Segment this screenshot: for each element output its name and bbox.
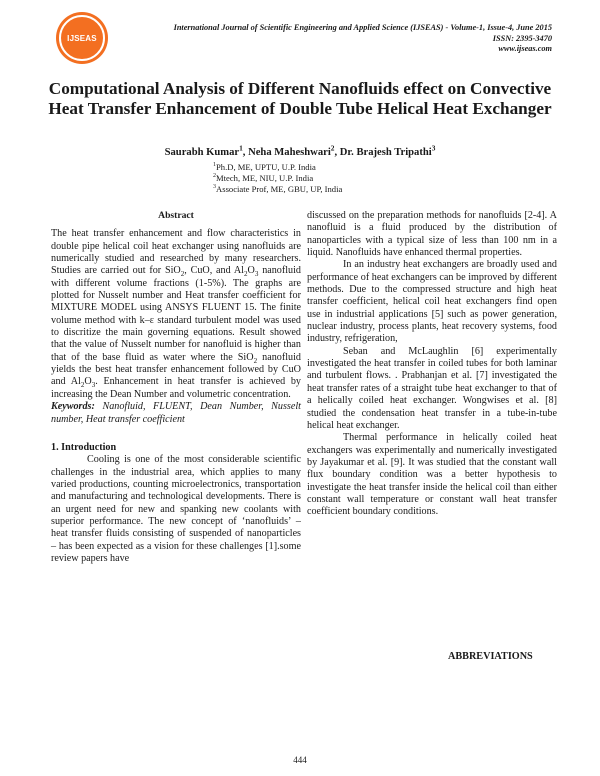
right-column (307, 210, 557, 519)
body-paragraph: discussed on the preparation methods for nanofluids [2-4]. A nanofluid is a fluid produced by the distribution of nanoparticles with a typical size of less than 100 nm in a liquid. Nanofluids have enhanced thermal properties. (307, 210, 557, 259)
body-paragraph: In an industry heat exchangers are broadly used and performance of heat exchangers can be improved by different methods. Due to the compressed structure and high heat transfer coefficient, helical coil heat exchangers find open use in industrial applications [5] such as power generation, nuclear industry, process plants, heat recovery systems, food industry, refrigeration, (307, 259, 557, 345)
author-list (0, 143, 600, 158)
journal-issn: ISSN: 2395-3470 (492, 33, 552, 43)
affiliation-sup: 2 (213, 173, 217, 180)
affiliation-text: Mtech, ME, NIU, U.P. India (216, 173, 314, 183)
body-paragraph: Thermal performance in helically coiled heat exchangers was experimentally and numerically investigated by Jayakumar et al. [9]. It was studied that the constant wall flux boundary condition was a better hypothesis to investigate the heat transfer inside the helical coil than either constant wall temperature or constant wall heat transfer coefficient boundary conditions. (307, 432, 557, 518)
affiliation-sup: 3 (213, 184, 217, 191)
introduction-paragraph: Cooling is one of the most considerable scientific challenges in the industrial area, which applies to many varied productions, counting microelectronics, transportation and manufacturing and technological developments. There is an urgent need for new and spanking new coolants with superior performance. The new concept of ‘nanofluids’ – heat transfer fluids consisting of suspended of nanoparticles – has been expected as a vision for these challenges [1].some review papers have (51, 454, 301, 564)
author-sep: , (334, 147, 340, 158)
journal-website: www.ijseas.com (498, 44, 552, 53)
affiliation-sup: 1 (213, 162, 217, 169)
author-sup: 3 (431, 143, 436, 153)
author-name: Neha Maheshwari (248, 147, 331, 158)
keywords-label: Keywords: (51, 401, 95, 413)
paper-title: Computational Analysis of Different Nanofluids effect on Convective Heat Transfer Enhancement of Double Tube Helical Heat Exchanger (48, 79, 552, 118)
author-name: Saurabh Kumar (164, 147, 240, 158)
body-paragraph: Seban and McLaughlin [6] experimentally investigated the heat transfer in coiled tubes for both laminar and turbulent flows. . Prabhanjan et al. [7] investigated the heat transfer rates of a straight tube heat exchanger to that of a helically coiled heat exchanger. Wongwises et al. [8] studied the condensation heat transfer in a tube-in-tube helical heat exchanger. (307, 345, 557, 431)
author-sup: 2 (330, 143, 335, 153)
author-sep: , (242, 147, 249, 158)
keywords-text: Nanofluid, FLUENT, Dean Number, Nusselt number, Heat transfer coefficient (51, 401, 301, 425)
author-name: Dr. Brajesh Tripathi (339, 147, 432, 158)
affiliation-item (213, 173, 342, 184)
journal-title-line: International Journal of Scientific Engineering and Applied Science (IJSEAS) - Volume-1, Issue-4, June 2015 (173, 23, 552, 32)
affiliation-text: Associate Prof, ME, GBU, UP, India (216, 184, 343, 194)
left-column (51, 210, 301, 565)
introduction-heading: 1. Introduction (51, 441, 117, 453)
abstract-text: The heat transfer enhancement and flow characteristics in double pipe helical coil heat exchanger using nanofluids are numerically studied and researched by many researchers. Studies are carried out for SiO$_2$, CuO, and $Al_2O_3$ nanofluid with different volume fractions (1-5%). The graphs are plotted for Nusselt number and Heat transfer coefficient for MIXTURE MODEL using ANSYS FLUENT 15. The finite volume method with k–ε standard turbulent model was used to discritize the main governing equations. Result showed that the value of Nusselt number for nanofluid is higher than that of the base fluid as water where the SiO$_2$ nanofluid yields the best heat transfer enhancement followed by CuO and $Al_2O_3$. Enhancement in heat transfer is achieved by increasing the Dean Number and volumetric concentration. (51, 228, 301, 400)
logo-text: IJSEAS (67, 33, 97, 43)
abbreviations-heading: ABBREVIATIONS (448, 651, 533, 662)
affiliation-item (213, 162, 342, 173)
affiliation-item (213, 184, 342, 195)
page-number: 444 (293, 755, 307, 765)
affiliation-text: Ph.D, ME, UPTU, U.P. India (216, 162, 316, 172)
abstract-heading: Abstract (158, 210, 194, 221)
keywords (51, 401, 301, 426)
author-sup: 1 (239, 143, 243, 153)
affiliations (213, 162, 342, 195)
journal-header (92, 23, 552, 55)
